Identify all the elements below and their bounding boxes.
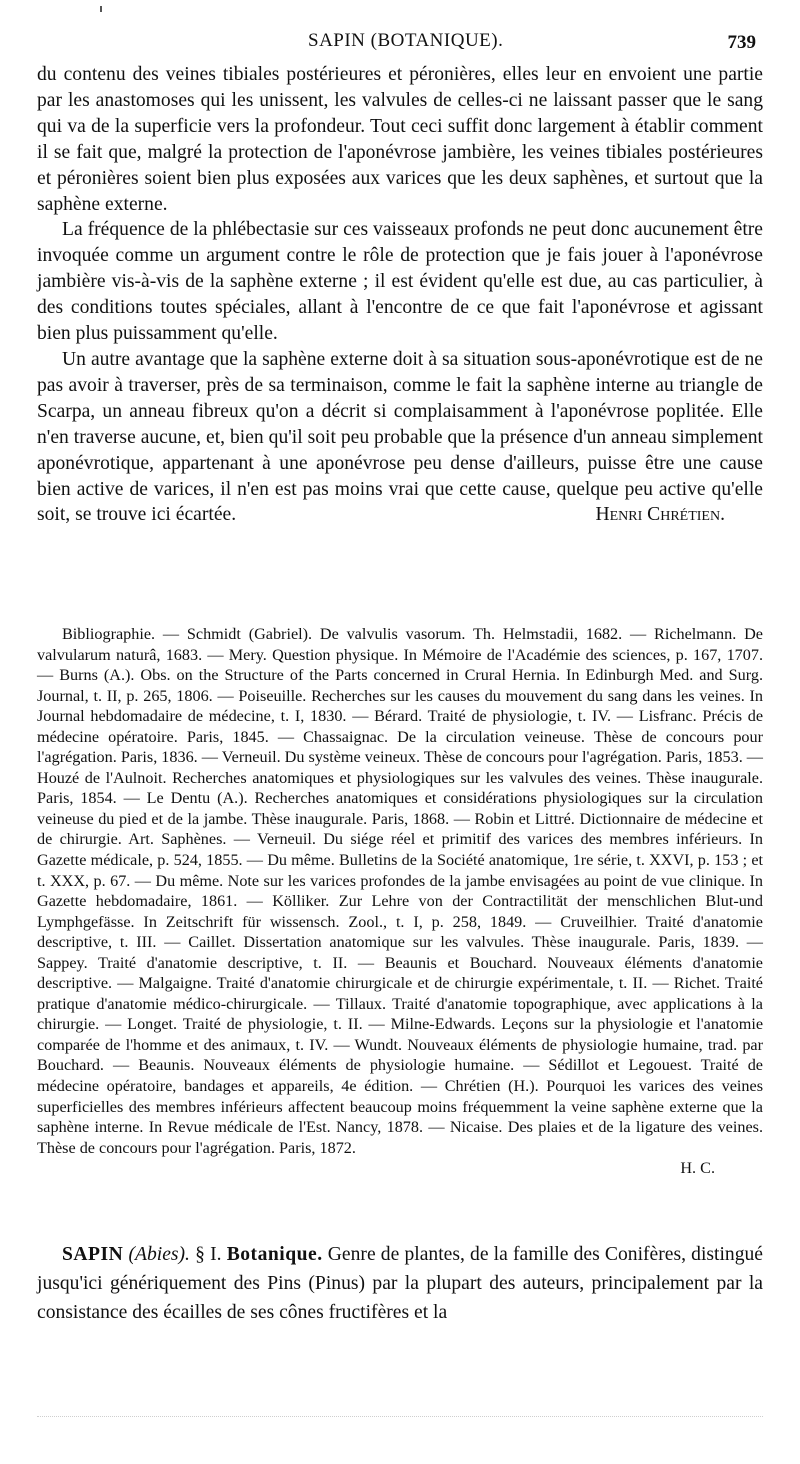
page-bottom-rule	[37, 1416, 763, 1418]
running-title: SAPIN (BOTANIQUE).	[308, 30, 504, 51]
entry-latin-name: (Abies).	[128, 1244, 190, 1265]
section-mark: § I.	[195, 1244, 222, 1265]
bibliography	[37, 624, 763, 1195]
entry-text: Genre de plantes, de la famille des Conifères, distingué jusqu'ici génériquement des Pins (Pinus) par la plupart des auteurs, principalement par la consistance des écailles de ses cônes fructifères et la	[37, 1244, 763, 1323]
author-signature: Henri Chrétien.	[595, 504, 725, 526]
paragraph: La fréquence de la phlébectasie sur ces vaisseaux profonds ne peut donc aucunement être invoquée comme un argument contre le rôle de protection que je fais jouer à l'aponévrose jambière vis-à-vis de la saphène externe ; il est évident qu'elle est due, au cas particulier, à des conditions toutes spéciales, allant à l'encontre de ce que fait l'aponévrose et agissant bien plus puissamment qu'elle.	[37, 219, 763, 345]
running-header	[0, 30, 800, 60]
section-title: Botanique.	[226, 1244, 323, 1265]
bibliography-initials: H. C.	[680, 1159, 715, 1178]
paragraph: Un autre avantage que la saphène externe doit à sa situation sous-aponévrotique est de ne pas avoir à traverser, près de sa terminaison, comme le fait la saphène interne au triangle de Scarpa, un anneau fibreux qu'on a décrit si complaisamment à l'aponévrose poplitée. Elle n'en traverse aucune, et, bien qu'il soit peu probable que la présence d'un anneau simplement aponévrotique, appartenant à une aponévrose peu dense d'ailleurs, puisse être une cause bien active de varices, il n'en est pas moins vrai que cette cause, quelque peu active qu'elle soit, se trouve ici écartée.	[37, 348, 763, 526]
article-body	[37, 62, 763, 528]
page-number: 739	[727, 32, 756, 53]
bibliography-text: Bibliographie. — Schmidt (Gabriel). De valvulis vasorum. Th. Helmstadii, 1682. — Richelmann. De valvularum naturâ, 1683. — Mery. Question physique. In Mémoire de l'Académie des sciences, p. 167, 1707. — Burns (A.). Obs. on the Structure of the Parts concerned in Crural Hernia. In Edinburgh Med. and Surg. Journal, t. II, p. 265, 1806. — Poiseuille. Recherches sur les causes du mouvement du sang dans les veines. In Journal hebdomadaire de médecine, t. I, 1830. — Bérard. Traité de physiologie, t. IV. — Lisfranc. Précis de médecine opératoire. Paris, 1845. — Chassaignac. De la circulation veineuse. Thèse de concours pour l'agrégation. Paris, 1836. — Verneuil. Du système veineux. Thèse de concours pour l'agrégation. Paris, 1853. — Houzé de l'Aulnoit. Recherches anatomiques et physiologiques sur les valvules des veines. Thèse inaugurale. Paris, 1854. — Le Dentu (A.). Recherches anatomiques et considérations physiologiques sur la circulation veineuse du pied et de la jambe. Thèse inaugurale. Paris, 1868. — Robin et Littré. Dictionnaire de médecine et de chirurgie. Art. Saphènes. — Verneuil. Du siége réel et primitif des varices des membres inférieurs. In Gazette médicale, p. 524, 1855. — Du même. Bulletins de la Société anatomique, 1re série, t. XXVI, p. 153 ; et t. XXX, p. 67. — Du même. Note sur les varices profondes de la jambe envisagées au point de vue clinique. In Gazette hebdomadaire, 1861. — Kölliker. Zur Lehre von der Contractilität der menschlichen Blut-und Lymphgefässe. In Zeitschrift für wissensch. Zool., t. I, p. 258, 1849. — Cruveilhier. Traité d'anatomie descriptive, t. III. — Caillet. Dissertation anatomique sur les valvules. Thèse inaugurale. Paris, 1839. — Sappey. Traité d'anatomie descriptive, t. II. — Beaunis et Bouchard. Nouveaux éléments d'anatomie descriptive. — Malgaigne. Traité d'anatomie chirurgicale et de chirurgie expérimentale, t. II. — Richet. Traité pratique d'anatomie médico-chirurgicale. — Tillaux. Traité d'anatomie topographique, avec applications à la chirurgie. — Longet. Traité de physiologie, t. II. — Milne-Edwards. Leçons sur la physiologie et l'anatomie comparée de l'homme et des animaux, t. IV. — Wundt. Nouveaux éléments de physiologie humaine, trad. par Bouchard. — Beaunis. Nouveaux éléments de physiologie humaine. — Sédillot et Legouest. Traité de médecine opératoire, bandages et appareils, 4e édition. — Chrétien (H.). Pourquoi les varices des veines superficielles des membres inférieurs affectent beaucoup moins fréquemment la veine saphène externe que la saphène interne. In Revue médicale de l'Est. Nancy, 1878. — Nicaise. Des plaies et de la ligature des veines. Thèse de concours pour l'agrégation. Paris, 1872.	[37, 625, 763, 1157]
entry-headword: SAPIN	[62, 1244, 124, 1265]
entry-sapin	[37, 1240, 763, 1327]
printer-mark	[100, 6, 102, 12]
paragraph: du contenu des veines tibiales postérieures et péronières, elles leur en envoient une partie par les anastomoses qui les unissent, les valvules de celles-ci ne laissant passer que le sang qui va de la superficie vers la profondeur. Tout ceci suffit donc largement à établir comment il se fait que, malgré la protection de l'aponévrose jambière, les veines tibiales postérieures et péronières soient bien plus exposées aux varices que les deux saphènes, et surtout que la saphène externe.	[37, 64, 763, 215]
